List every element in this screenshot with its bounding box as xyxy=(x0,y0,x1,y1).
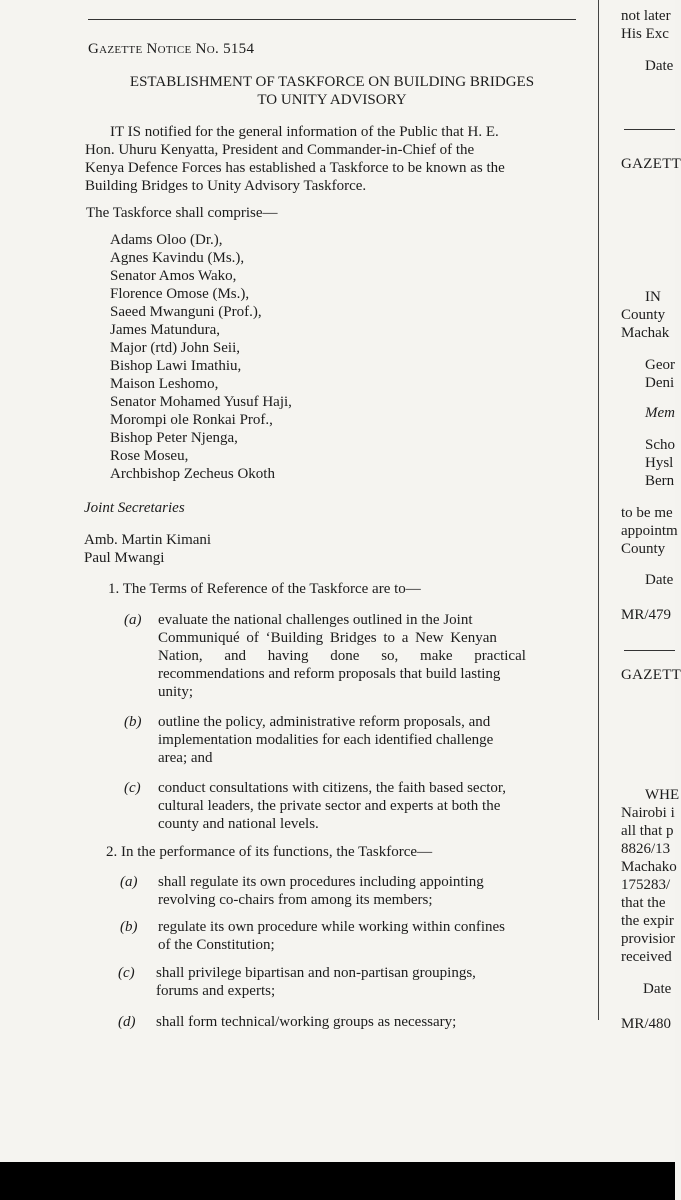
item-line: shall privilege bipartisan and non-partisan groupings, xyxy=(156,965,476,981)
right-fragment: 175283/ xyxy=(621,877,671,893)
right-fragment: MR/479 xyxy=(621,607,672,623)
item-label: (b) xyxy=(120,919,138,935)
member-name: Morompi ole Ronkai Prof., xyxy=(110,412,273,428)
member-name: Rose Moseu, xyxy=(110,448,189,464)
item-line: of the Constitution; xyxy=(158,937,275,953)
item-line: outline the policy, administrative reform proposals, and xyxy=(158,714,491,730)
right-fragment: Geor xyxy=(645,357,675,373)
right-fragment: Scho xyxy=(645,437,675,453)
item-label: (a) xyxy=(120,874,138,890)
secretary-name: Paul Mwangi xyxy=(84,550,165,566)
member-name: Maison Leshomo, xyxy=(110,376,219,392)
joint-secretaries-heading: Joint Secretaries xyxy=(84,500,185,516)
item-line: cultural leaders, the private sector and experts at both the xyxy=(158,798,501,814)
right-fragment: received xyxy=(621,949,672,965)
item-label: (a) xyxy=(124,612,142,628)
column-separator xyxy=(598,0,599,1020)
item-label: (c) xyxy=(124,780,141,796)
right-fragment: provisior xyxy=(621,931,676,947)
right-fragment: Bern xyxy=(645,473,675,489)
top-rule xyxy=(88,19,576,20)
item-line: shall form technical/working groups as necessary; xyxy=(156,1014,457,1030)
right-fragment: GAZETT xyxy=(621,156,681,172)
item-line: regulate its own procedure while working within confines xyxy=(158,919,505,935)
item-line: Communiqué of ‘Building Bridges to a New Kenyan xyxy=(158,630,497,646)
right-fragment: Machak xyxy=(621,325,670,341)
right-fragment: 8826/13 xyxy=(621,841,671,857)
member-name: Saeed Mwanguni (Prof.), xyxy=(110,304,262,320)
member-name: Major (rtd) John Seii, xyxy=(110,340,240,356)
member-name: Agnes Kavindu (Ms.), xyxy=(110,250,245,266)
member-name: James Matundura, xyxy=(110,322,220,338)
item-label: (b) xyxy=(124,714,142,730)
item-line: evaluate the national challenges outlined in the Joint xyxy=(158,612,473,628)
member-name: Florence Omose (Ms.), xyxy=(110,286,250,302)
bottom-black-bar xyxy=(0,1162,675,1200)
right-fragment: WHE xyxy=(645,787,680,803)
item-line: shall regulate its own procedures including appointing xyxy=(158,874,484,890)
right-fragment: not later xyxy=(621,8,671,24)
right-fragment: GAZETT xyxy=(621,667,681,683)
item-label: (d) xyxy=(118,1014,136,1030)
right-fragment: Nairobi i xyxy=(621,805,675,821)
intro-line: Kenya Defence Forces has established a Taskforce to be known as the xyxy=(85,160,505,176)
right-fragment: the expir xyxy=(621,913,674,929)
member-name: Senator Amos Wako, xyxy=(110,268,237,284)
right-fragment: Date xyxy=(645,58,674,74)
item-line: area; and xyxy=(158,750,213,766)
right-fragment: Deni xyxy=(645,375,675,391)
functions-heading: 2. In the performance of its functions, the Taskforce— xyxy=(106,844,433,860)
right-rule xyxy=(624,650,675,651)
intro-line: Building Bridges to Unity Advisory Taskforce. xyxy=(85,178,367,194)
right-fragment: Hysl xyxy=(645,455,674,471)
terms-of-reference-heading: 1. The Terms of Reference of the Taskforce are to— xyxy=(108,581,421,597)
member-name: Bishop Lawi Imathiu, xyxy=(110,358,242,374)
right-fragment: Date xyxy=(645,572,674,588)
item-line: recommendations and reform proposals that build lasting xyxy=(158,666,501,682)
right-fragment: County xyxy=(621,307,666,323)
member-name: Bishop Peter Njenga, xyxy=(110,430,238,446)
item-label: (c) xyxy=(118,965,135,981)
right-fragment: County xyxy=(621,541,666,557)
secretary-name: Amb. Martin Kimani xyxy=(84,532,212,548)
right-fragment: IN xyxy=(645,289,661,305)
right-fragment: MR/480 xyxy=(621,1016,672,1032)
item-line: revolving co-chairs from among its members; xyxy=(158,892,433,908)
right-fragment: His Exc xyxy=(621,26,669,42)
member-name: Adams Oloo (Dr.), xyxy=(110,232,223,248)
right-fragment: all that p xyxy=(621,823,674,839)
right-fragment: to be me xyxy=(621,505,673,521)
item-line: implementation modalities for each identified challenge xyxy=(158,732,494,748)
item-line: forums and experts; xyxy=(156,983,276,999)
item-line: Nation, and having done so, make practical xyxy=(158,648,526,664)
notice-title-line1: ESTABLISHMENT OF TASKFORCE ON BUILDING BRIDGES xyxy=(129,74,535,90)
item-line: county and national levels. xyxy=(158,816,319,832)
intro-line: Hon. Uhuru Kenyatta, President and Commander-in-Chief of the xyxy=(85,142,475,158)
right-fragment: Mem xyxy=(645,405,675,421)
item-line: conduct consultations with citizens, the faith based sector, xyxy=(158,780,507,796)
item-line: unity; xyxy=(158,684,194,700)
comprise-heading: The Taskforce shall comprise— xyxy=(86,205,278,221)
right-fragment: Machako xyxy=(621,859,677,875)
right-fragment: that the xyxy=(621,895,666,911)
notice-number: Gazette Notice No. 5154 xyxy=(88,41,255,57)
member-name: Senator Mohamed Yusuf Haji, xyxy=(110,394,292,410)
member-name: Archbishop Zecheus Okoth xyxy=(110,466,275,482)
notice-title-line2: TO UNITY ADVISORY xyxy=(257,92,407,108)
right-rule xyxy=(624,129,675,130)
right-fragment: Date xyxy=(643,981,672,997)
right-fragment: appointm xyxy=(621,523,678,539)
intro-line: IT IS notified for the general information of the Public that H. E. xyxy=(110,124,499,140)
